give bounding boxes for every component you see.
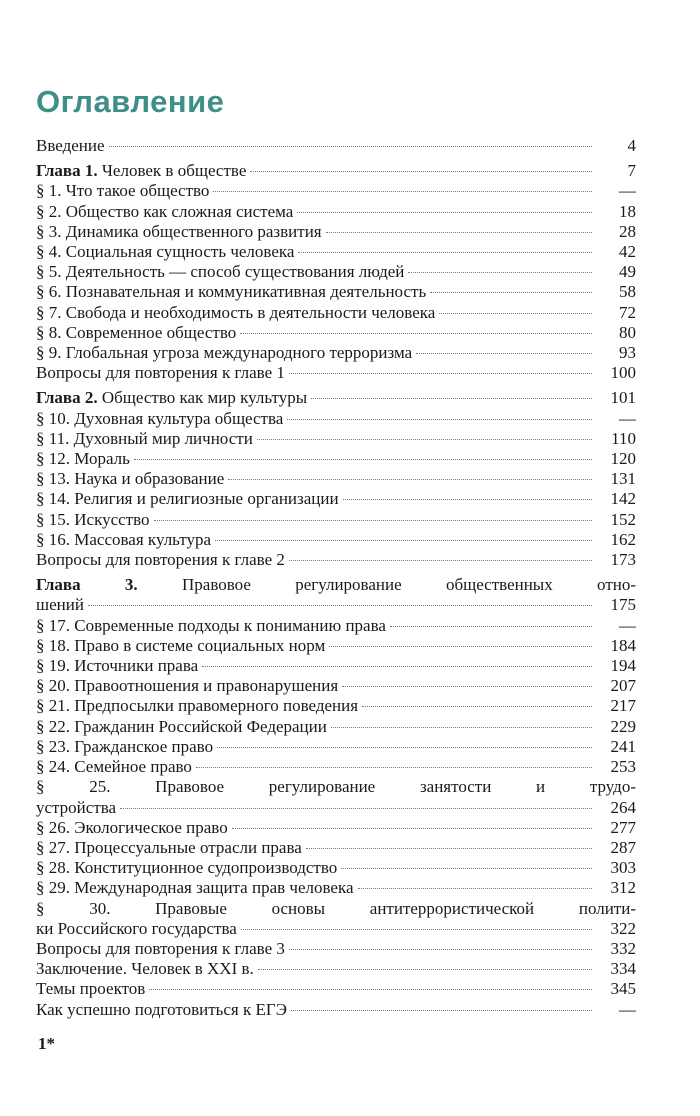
toc-entry	[36, 717, 636, 737]
dot-leader	[258, 969, 592, 970]
entry-title: § 21. Предпосылки правомерного поведения	[36, 696, 359, 716]
page-number: 131	[610, 469, 636, 489]
chapter-number: Глава 3.	[36, 575, 138, 595]
page-number: —	[619, 181, 636, 201]
dot-leader	[109, 146, 592, 147]
page-number: 162	[610, 529, 636, 549]
dot-leader	[416, 353, 592, 354]
dot-leader	[120, 808, 592, 809]
entry-title: ки Российского государства	[36, 918, 237, 938]
page-number: 72	[619, 302, 636, 322]
entry-title: § 27. Процессуальные отрасли права	[36, 837, 302, 857]
entry-title: § 16. Массовая культура	[36, 529, 212, 549]
toc-entry	[36, 242, 636, 262]
page-number: 142	[610, 489, 636, 509]
dot-leader	[289, 560, 592, 561]
dot-leader	[408, 272, 592, 273]
dot-leader	[240, 333, 592, 334]
page-number: 334	[610, 959, 636, 979]
chapter-entry	[36, 161, 636, 181]
page-number: 49	[619, 262, 636, 282]
dot-leader	[430, 292, 592, 293]
dot-leader	[298, 252, 592, 253]
dot-leader	[257, 439, 592, 440]
toc-entry	[36, 282, 636, 302]
toc-entry	[36, 676, 636, 696]
page-number: 101	[610, 388, 636, 408]
dot-leader	[297, 212, 592, 213]
toc-entry	[36, 858, 636, 878]
toc-entry	[36, 449, 636, 469]
entry-title: § 24. Семейное право	[36, 757, 192, 777]
page-signature: 1*	[38, 1034, 55, 1053]
page-number: 173	[610, 550, 636, 570]
entry-title: Как успешно подготовиться к ЕГЭ	[36, 999, 287, 1019]
entry-title: § 15. Искусство	[36, 509, 150, 529]
entry-title: § 13. Наука и образование	[36, 469, 225, 489]
dot-leader	[202, 666, 592, 667]
entry-title: § 29. Международная защита прав человека	[36, 878, 354, 898]
page-number: 7	[627, 161, 636, 181]
toc-entry	[36, 429, 636, 449]
dot-leader	[88, 605, 592, 606]
entry-title: Заключение. Человек в XXI в.	[36, 959, 254, 979]
dot-leader	[341, 868, 592, 869]
entry-title: § 19. Источники права	[36, 656, 199, 676]
toc-entry	[36, 757, 636, 777]
page-number: 229	[610, 716, 636, 736]
page-number: 253	[610, 757, 636, 777]
entry-title: Темы проектов	[36, 979, 146, 999]
dot-leader	[250, 171, 592, 172]
entry-title: § 4. Социальная сущность человека	[36, 242, 295, 262]
dot-leader	[228, 479, 592, 480]
entry-title: § 23. Гражданское право	[36, 736, 214, 756]
toc-entry	[36, 959, 636, 979]
dot-leader	[134, 459, 592, 460]
entry-title: Введение	[36, 136, 105, 155]
entry-title: § 6. Познавательная и коммуникативная деятельность	[36, 282, 427, 302]
entry-title: § 17. Современные подходы к пониманию права	[36, 615, 386, 635]
dot-leader	[241, 929, 592, 930]
dot-leader	[362, 706, 592, 707]
entry-title: § 28. Конституционное судопроизводство	[36, 858, 338, 878]
page-number: 332	[610, 938, 636, 958]
dot-leader	[149, 989, 592, 990]
toc-entry	[36, 550, 636, 570]
entry-title: Человек в обществе	[101, 161, 247, 181]
page-number: —	[619, 999, 636, 1019]
entry-title: § 3. Динамика общественного развития	[36, 221, 322, 241]
toc-entry	[36, 818, 636, 838]
toc-entry	[36, 323, 636, 343]
entry-title: § 12. Мораль	[36, 449, 130, 469]
page-number: 241	[610, 736, 636, 756]
entry-title: § 14. Религия и религиозные организации	[36, 489, 339, 509]
dot-leader	[439, 313, 592, 314]
entry-title: шений	[36, 595, 84, 615]
dot-leader	[306, 848, 592, 849]
page-number: 18	[619, 201, 636, 221]
toc-entry	[36, 136, 636, 156]
entry-title: Вопросы для повторения к главе 3	[36, 938, 285, 958]
toc-entry	[36, 530, 636, 550]
page-number: 110	[611, 428, 636, 448]
page-number: 287	[610, 837, 636, 857]
toc-entry	[36, 979, 636, 999]
dot-leader	[358, 888, 593, 889]
dot-leader	[213, 191, 592, 192]
page-number: 28	[619, 221, 636, 241]
toc-entry	[36, 222, 636, 242]
toc-entry	[36, 616, 636, 636]
toc-entry	[36, 777, 636, 817]
toc-entry	[36, 838, 636, 858]
toc-entry	[36, 202, 636, 222]
dot-leader	[287, 419, 592, 420]
entry-title: § 8. Современное общество	[36, 322, 237, 342]
page-number: 93	[619, 343, 636, 363]
toc-entry	[36, 510, 636, 530]
page-title: Оглавление	[36, 84, 225, 119]
toc-entry	[36, 489, 636, 509]
toc-entry	[36, 636, 636, 656]
dot-leader	[331, 727, 592, 728]
page-number: 58	[619, 282, 636, 302]
page-number: 175	[610, 595, 636, 615]
dot-leader	[342, 686, 592, 687]
dot-leader	[196, 767, 592, 768]
page-number: —	[619, 408, 636, 428]
toc-entry	[36, 303, 636, 323]
toc-entry	[36, 343, 636, 363]
dot-leader	[390, 626, 592, 627]
page-number: 264	[610, 797, 636, 817]
entry-title: устройства	[36, 797, 117, 817]
dot-leader	[289, 373, 592, 374]
toc-entry	[36, 363, 636, 383]
entry-title: Общество как мир культуры	[101, 388, 308, 408]
toc-entry	[36, 737, 636, 757]
chapter-entry	[36, 575, 636, 615]
page-number: 303	[610, 858, 636, 878]
dot-leader	[311, 398, 592, 399]
page-number: 100	[610, 363, 636, 383]
page-number: 194	[610, 656, 636, 676]
entry-title: § 20. Правоотношения и правонарушения	[36, 676, 339, 696]
entry-title: Правовое регулирование общественных отно-	[182, 575, 637, 595]
entry-title: Вопросы для повторения к главе 2	[36, 550, 285, 570]
chapter-number: Глава 2.	[36, 388, 98, 408]
entry-title: § 10. Духовная культура общества	[36, 408, 284, 428]
toc-entry	[36, 939, 636, 959]
toc-entry	[36, 1000, 636, 1020]
page-number: 217	[610, 696, 636, 716]
page-number: 277	[610, 817, 636, 837]
entry-title: § 11. Духовный мир личности	[36, 428, 253, 448]
dot-leader	[217, 747, 592, 748]
entry-title: § 1. Что такое общество	[36, 181, 210, 201]
toc-entry	[36, 899, 636, 939]
dot-leader	[289, 949, 592, 950]
page-number: 207	[610, 676, 636, 696]
entry-title: § 30. Правовые основы антитеррористической полити-	[36, 898, 636, 918]
dot-leader	[291, 1010, 592, 1011]
toc-entry	[36, 409, 636, 429]
entry-title: § 25. Правовое регулирование занятости и трудо-	[36, 777, 636, 797]
entry-title: § 22. Гражданин Российской Федерации	[36, 716, 327, 736]
chapter-entry	[36, 388, 636, 408]
entry-title: § 26. Экологическое право	[36, 817, 228, 837]
dot-leader	[154, 520, 592, 521]
toc-entry	[36, 878, 636, 898]
entry-title: § 18. Право в системе социальных норм	[36, 635, 326, 655]
page-number: 80	[619, 322, 636, 342]
page-number: 312	[610, 878, 636, 898]
page-number: —	[619, 615, 636, 635]
page-number: 184	[610, 635, 636, 655]
dot-leader	[343, 499, 592, 500]
entry-title: § 7. Свобода и необходимость в деятельности человека	[36, 302, 436, 322]
toc-entry	[36, 656, 636, 676]
entry-title: § 9. Глобальная угроза международного терроризма	[36, 343, 413, 363]
dot-leader	[326, 232, 592, 233]
dot-leader	[232, 828, 592, 829]
toc-entry	[36, 696, 636, 716]
dot-leader	[215, 540, 592, 541]
toc-entry	[36, 181, 636, 201]
table-of-contents	[36, 136, 636, 1020]
toc-entry	[36, 262, 636, 282]
entry-title: Вопросы для повторения к главе 1	[36, 363, 285, 383]
page-number: 152	[610, 509, 636, 529]
page-number: 120	[610, 449, 636, 469]
entry-title: § 2. Общество как сложная система	[36, 201, 294, 221]
page-number: 4	[627, 136, 636, 155]
page-number: 322	[610, 918, 636, 938]
page-number: 42	[619, 242, 636, 262]
entry-title: § 5. Деятельность — способ существования людей	[36, 262, 405, 282]
dot-leader	[329, 646, 592, 647]
toc-entry	[36, 469, 636, 489]
page-number: 345	[610, 979, 636, 999]
chapter-number: Глава 1.	[36, 161, 98, 181]
